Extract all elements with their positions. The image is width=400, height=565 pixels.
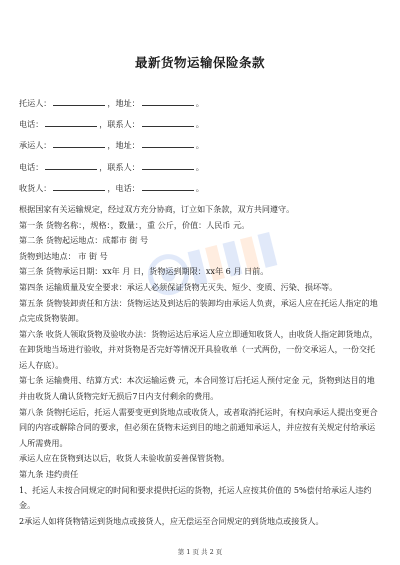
blank-field [142, 181, 194, 191]
body-line: 根据国家有关运输规定，经过双方充分协商，订立如下条款，双方共同遵守。 [19, 203, 295, 214]
body-line: 第九条 违约责任 [19, 469, 79, 480]
blank-field [45, 160, 97, 170]
document-body [19, 96, 381, 529]
body-paragraph: 第六条 收货人领取货物及验收办法：货物运达后承运人应立即通知收货人，由收货人指定卸货地点，在卸货地当场进行验收，并对货物是否完好等情况开具验收单（一式两份，一份交承运人，一份交托运人存底）。 [19, 328, 378, 370]
document-title: 最新货物运输保险条款 [134, 55, 265, 70]
field-label: ，地址： [107, 140, 140, 151]
blank-field [53, 138, 105, 148]
field-label: 托运人： [19, 98, 52, 108]
blank-field [53, 96, 105, 106]
body-paragraph: 2承运人如将货物错运到货地点或接货人，应无偿运至合同规定的到货地点或接货人。 [19, 515, 324, 526]
body-paragraph: 1、托运人未按合同规定的时间和要求提供托运的货物，托运人应按其价值的 5%偿付给承运人违约金。 [19, 484, 372, 511]
party-row-carrier [19, 138, 381, 159]
field-end: 。 [195, 98, 204, 108]
body-line: 第一条 货物名称：，规格：，数量：，重 公斤，价值：人民币 元。 [19, 219, 250, 230]
field-label: 电话： [19, 119, 44, 130]
body-paragraph: 第五条 货物装卸责任和方法：货物运达及到达后的装卸均由承运人负责，承运人应在托运人指定的地点完成货物装卸。 [19, 297, 378, 324]
party-row-consignee [19, 181, 381, 202]
field-label: 电话： [19, 161, 44, 172]
party-row-carrier-phone [19, 160, 381, 181]
blank-field [45, 117, 97, 127]
body-paragraph: 第八条 货物托运后，托运人需要变更到货地点或收货人，或者取消托运时，有权向承运人提出变更合同的内容或解除合同的要求，但必须在货物未运到目的地之前通知承运人，并应按有关规定付给承运人所需费用。 [19, 406, 378, 448]
blank-field [142, 117, 194, 127]
body-paragraph: 第四条 运输质量及安全要求：承运人必须保证货物无灭失、短少、变质、污染、损坏等。 [19, 281, 338, 292]
party-row-consignor [19, 96, 381, 117]
field-label: 收货人： [19, 182, 52, 193]
party-row-consignor-phone [19, 117, 381, 138]
blank-field [142, 138, 194, 148]
blank-field [142, 160, 194, 170]
body-paragraph: 第七条 运输费用、结算方式：本次运输运费 元，本合同签订后托运人预付定金 元，货物到达目的地并由收货人确认货物完好无损后7日内支付剩余的费用。 [19, 375, 375, 402]
field-end: 。 [195, 182, 204, 193]
body-line: 承运人应在货物到达以后，收货人未验收前妥善保管货物。 [19, 453, 230, 464]
body-line: 第二条 货物起运地点：成都市 街 号 [19, 235, 149, 246]
blank-field [142, 96, 194, 106]
field-label: ，联系人： [99, 161, 140, 172]
blank-field [53, 181, 105, 191]
field-label: ，地址： [107, 98, 140, 108]
page-footer: 第 1 页 共 2 页 [177, 548, 223, 556]
body-line: 货物到达地点： 市 街 号 [19, 250, 108, 261]
field-label: ，联系人： [99, 119, 140, 130]
field-label: 承运人： [19, 140, 52, 151]
field-end: 。 [195, 140, 204, 151]
field-label: ，电话： [107, 182, 140, 193]
field-end: 。 [195, 161, 204, 172]
field-end: 。 [195, 119, 204, 130]
body-line: 第三条 货物承运日期：xx年 月 日，货物运到期限：xx年 6 月 日前。 [19, 266, 269, 277]
